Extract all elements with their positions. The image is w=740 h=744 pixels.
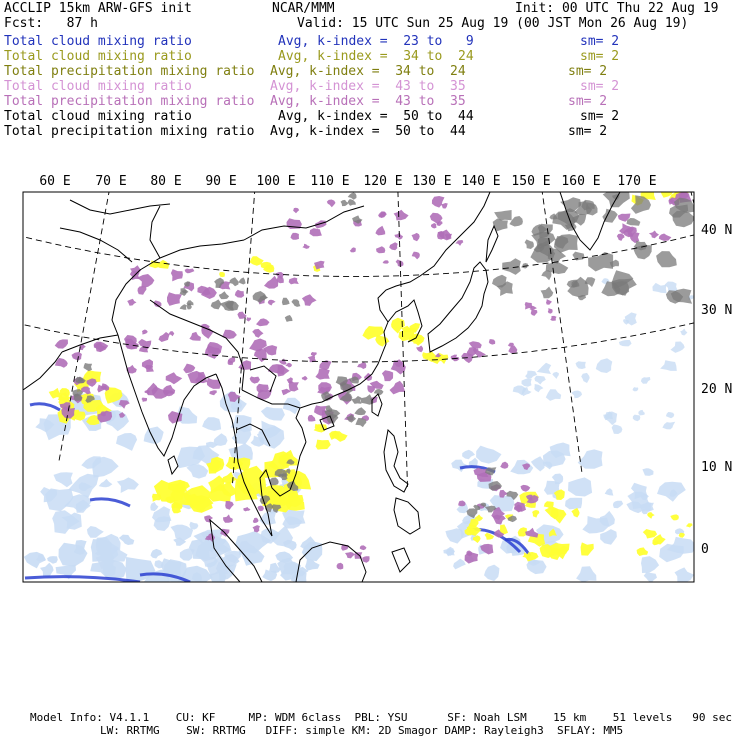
lon-label: 60 E: [39, 174, 71, 189]
lon-label: 100 E: [256, 174, 296, 189]
legend-field: Total cloud mixing ratio: [4, 109, 192, 124]
center-label: NCAR/MMM: [272, 1, 335, 16]
cloud-light-blue: [91, 539, 114, 562]
lat-label: 10 N: [701, 460, 733, 475]
legend-field: Total precipitation mixing ratio: [4, 94, 255, 109]
legend-field: Total precipitation mixing ratio: [4, 64, 255, 79]
lon-label: 110 E: [310, 174, 350, 189]
legend-index: Avg, k-index = 23 to 9: [278, 34, 474, 49]
init-time: Init: 00 UTC Thu 22 Aug 19: [515, 1, 719, 16]
lon-label: 150 E: [511, 174, 551, 189]
legend-index: Avg, k-index = 50 to 44: [278, 109, 474, 124]
model-info-line2: LW: RRTMG SW: RRTMG DIFF: simple KM: 2D Smagor DAMP: Rayleigh3 SFLAY: MM5: [100, 724, 624, 737]
legend-index: Avg, k-index = 50 to 44: [270, 124, 466, 139]
legend-sm: sm= 2: [580, 79, 620, 94]
legend-index: Avg, k-index = 43 to 35: [270, 79, 466, 94]
valid-time: Valid: 15 UTC Sun 25 Aug 19 (00 JST Mon 26 Aug 19): [297, 16, 689, 31]
legend-field: Total precipitation mixing ratio: [4, 124, 255, 139]
lon-label: 80 E: [150, 174, 182, 189]
legend-field: Total cloud mixing ratio: [4, 49, 192, 64]
longitude-labels: [39, 174, 656, 189]
lat-label: 20 N: [701, 382, 733, 397]
lon-label: 160 E: [561, 174, 601, 189]
legend-field: Total cloud mixing ratio: [4, 34, 192, 49]
legend-sm: sm= 2: [568, 94, 608, 109]
longitude-line: [712, 0, 740, 388]
legend-index: Avg, k-index = 34 to 24: [278, 49, 474, 64]
cloud-purple: [437, 231, 444, 240]
lat-label: 30 N: [701, 303, 733, 318]
lon-label: 140 E: [461, 174, 501, 189]
model-title: ACCLIP 15km ARW-GFS init: [4, 1, 192, 16]
forecast-hour: Fcst: 87 h: [4, 16, 98, 31]
lon-label: 120 E: [363, 174, 403, 189]
lon-label: 90 E: [205, 174, 237, 189]
lat-label: 0: [701, 542, 709, 557]
precip-yellow: [422, 352, 430, 359]
legend-sm: sm= 2: [580, 34, 620, 49]
legend-sm: sm= 2: [580, 49, 620, 64]
legend-sm: sm= 2: [580, 109, 620, 124]
lon-label: 130 E: [412, 174, 452, 189]
legend-sm: sm= 2: [568, 124, 608, 139]
legend-sm: sm= 2: [568, 64, 608, 79]
lon-label: 70 E: [95, 174, 127, 189]
latitude-line: [0, 0, 740, 20]
model-info-line1: Model Info: V4.1.1 CU: KF MP: WDM 6class PBL: YSU SF: Noah LSM 15 km 51 levels 90 sec: [30, 711, 732, 724]
latitude-line: [0, 0, 740, 105]
legend-index: Avg, k-index = 43 to 35: [270, 94, 466, 109]
lat-label: 40 N: [701, 223, 733, 238]
lon-label: 170 E: [617, 174, 657, 189]
latitude-labels: [701, 223, 732, 557]
latitude-line: [0, 0, 740, 191]
legend-field: Total cloud mixing ratio: [4, 79, 192, 94]
legend-index: Avg, k-index = 34 to 24: [270, 64, 466, 79]
